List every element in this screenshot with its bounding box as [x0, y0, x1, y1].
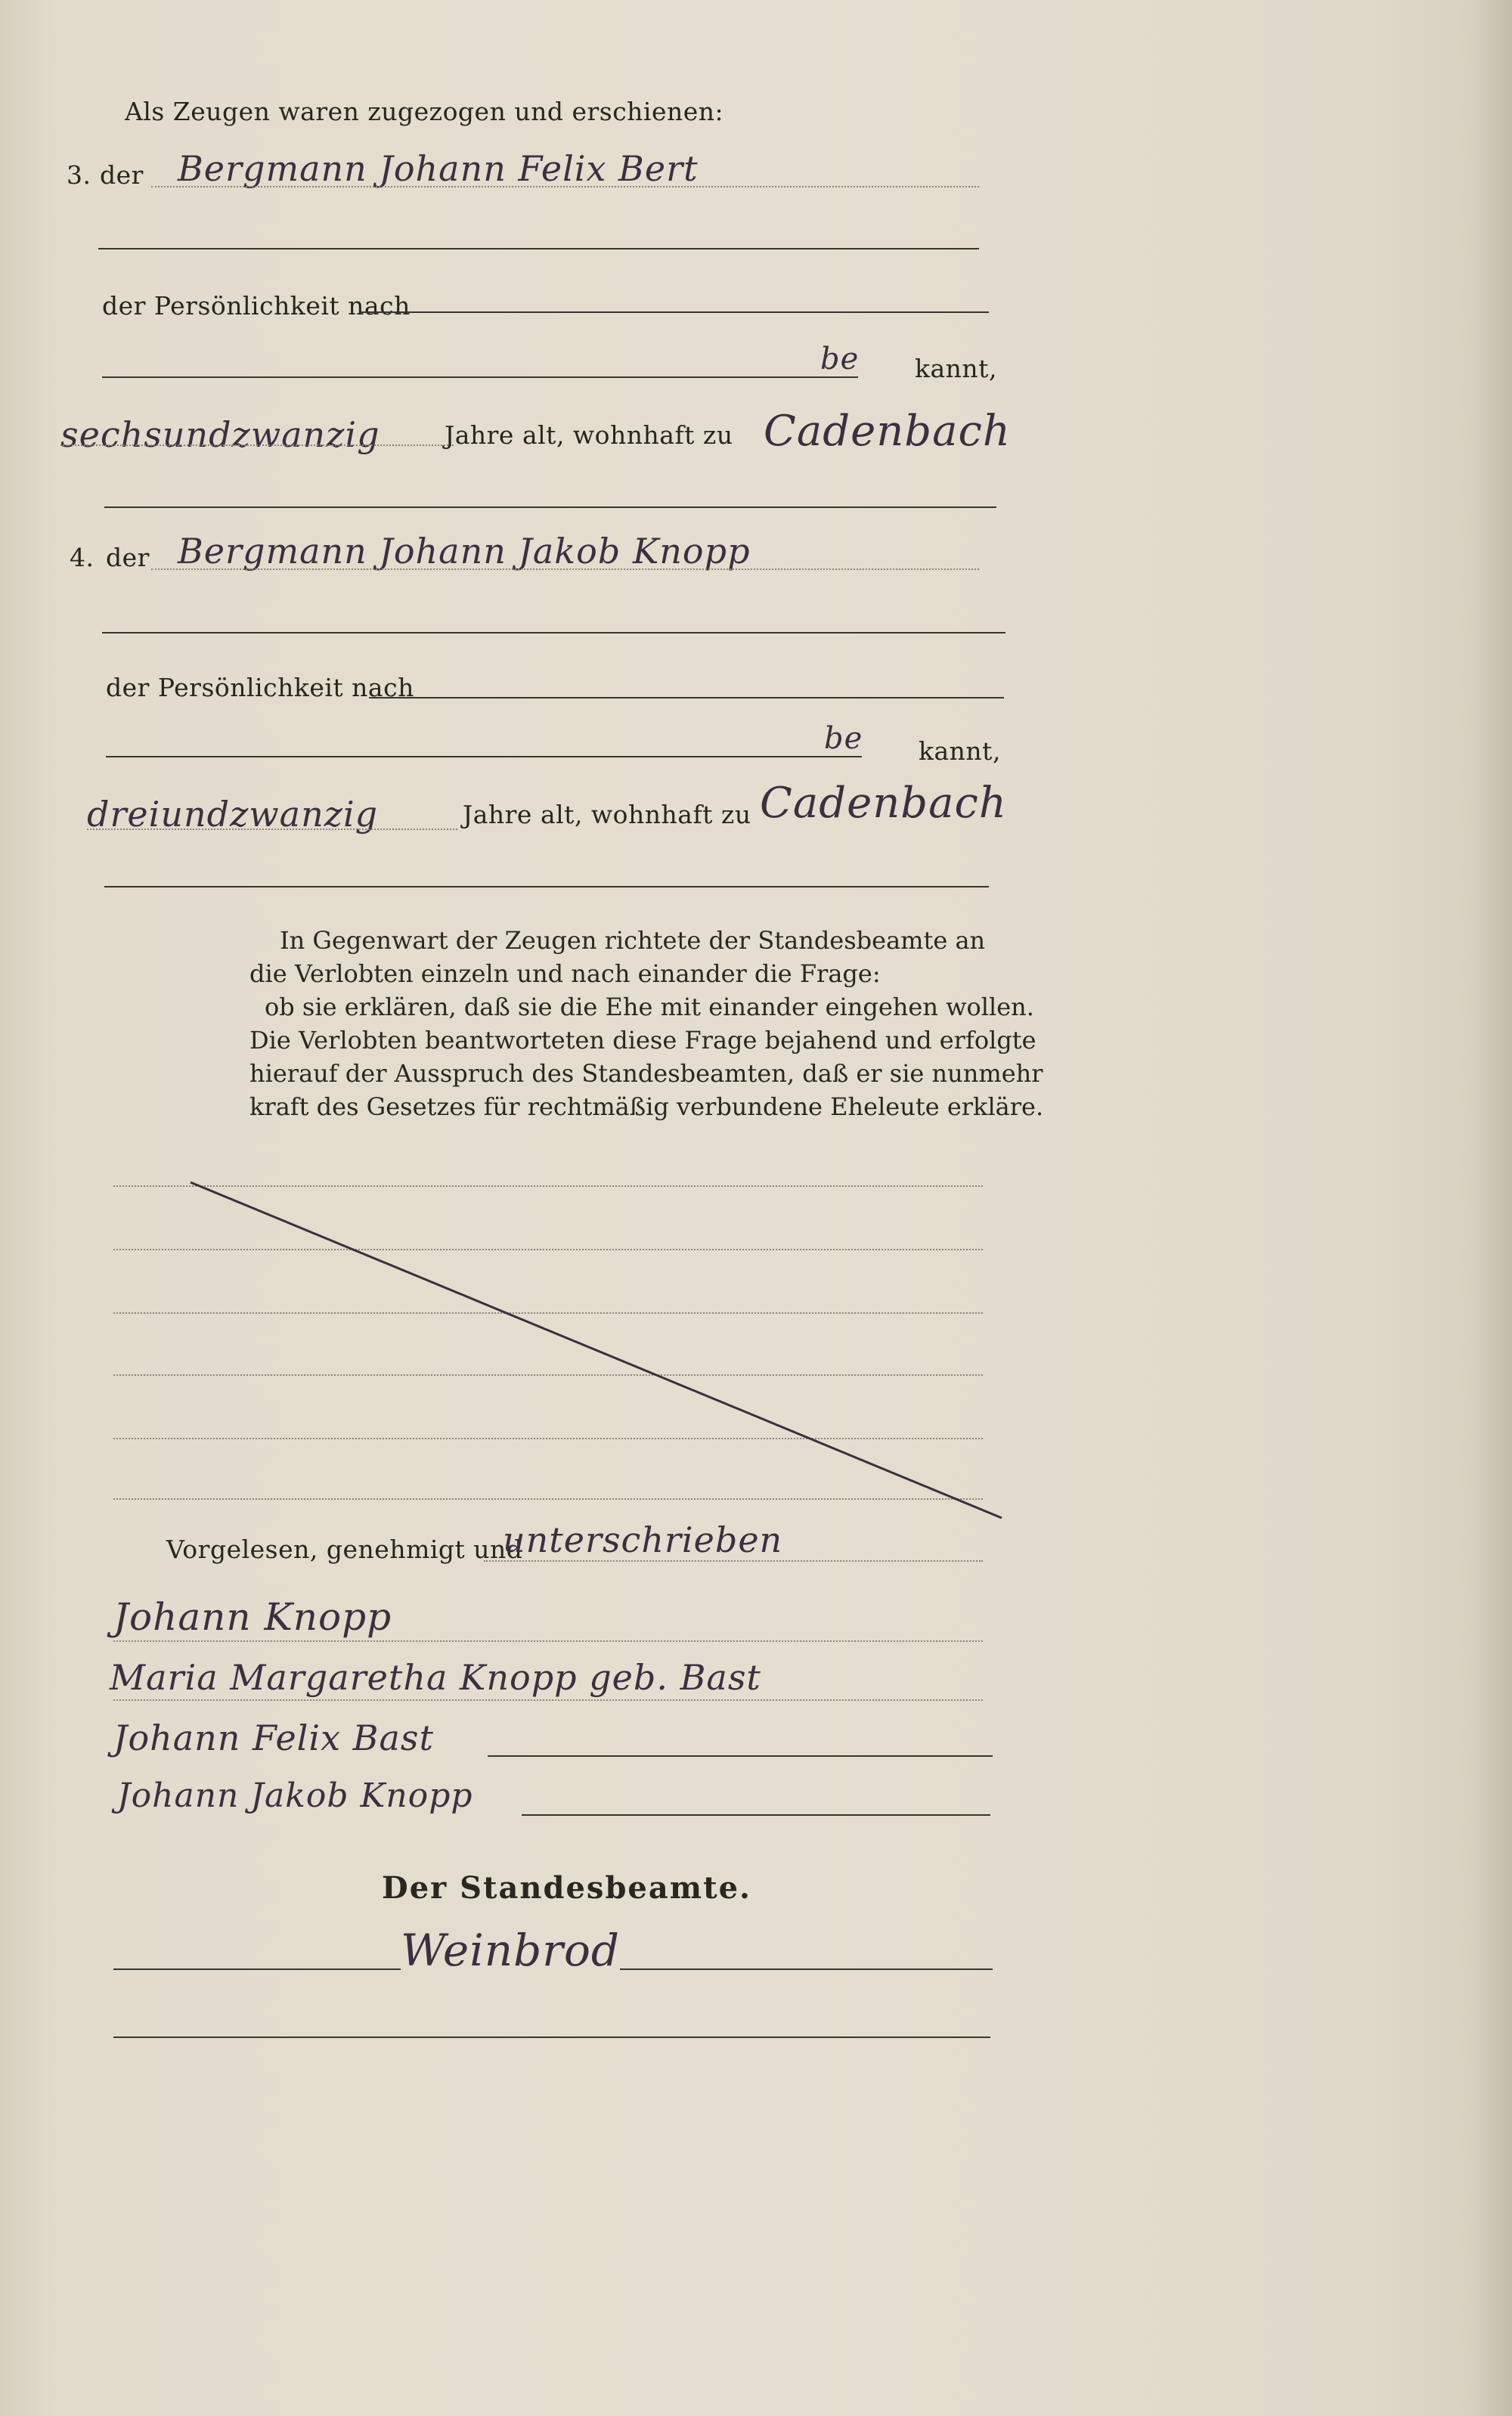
- witness4-number: 4.: [70, 543, 94, 572]
- declaration-line-1: In Gegenwart der Zeugen richtete der Standesbeamte an: [280, 926, 986, 955]
- witness4-age: dreiundzwanzig: [87, 794, 379, 835]
- closing-label: Vorgelesen, genehmigt und: [166, 1535, 523, 1564]
- signature-2-line: [113, 1699, 983, 1701]
- declaration-line-6: kraft des Gesetzes für rechtmäßig verbundene Eheleute erkläre.: [249, 1092, 1044, 1121]
- registrar-signature: Weinbrod: [401, 1925, 621, 1976]
- witness4-prefix: der: [106, 543, 150, 572]
- signature-4: Johann Jakob Knopp: [117, 1776, 473, 1815]
- witness4-residence: Cadenbach: [760, 779, 1007, 828]
- signature-1-line: [113, 1640, 983, 1642]
- registrar-line-bottom: [113, 2037, 990, 2038]
- witness3-name: Bergmann Johann Felix Bert: [178, 148, 699, 189]
- witness4-known-suffix: kannt,: [919, 736, 1001, 766]
- signature-2: Maria Margaretha Knopp geb. Bast: [110, 1657, 761, 1698]
- witness4-age-label: Jahre alt, wohnhaft zu: [463, 800, 751, 829]
- registrar-title: Der Standesbeamte.: [382, 1870, 751, 1906]
- witness3-prefix: der: [100, 160, 144, 190]
- signature-3: Johann Felix Bast: [113, 1718, 434, 1758]
- registrar-line-right: [620, 1968, 993, 1970]
- witness4-name: Bergmann Johann Jakob Knopp: [178, 531, 751, 571]
- witness3-age-label: Jahre alt, wohnhaft zu: [445, 420, 733, 450]
- declaration-line-5: hierauf der Ausspruch des Standesbeamten, daß er sie nunmehr: [249, 1059, 1043, 1088]
- closing-line: [484, 1560, 983, 1562]
- witness3-age: sechsundzwanzig: [60, 414, 380, 455]
- signature-4-line: [522, 1814, 990, 1816]
- declaration-line-3: ob sie erklären, daß sie die Ehe mit einander eingehen wollen.: [265, 993, 1034, 1021]
- declaration-line-2: die Verlobten einzeln und nach einander die Frage:: [249, 959, 881, 988]
- registrar-line-left: [113, 1968, 401, 1970]
- witness3-known-suffix: kannt,: [915, 354, 997, 383]
- witness3-number: 3.: [67, 160, 91, 190]
- witnesses-intro: Als Zeugen waren zugezogen und erschienen:: [125, 97, 724, 126]
- witness4-known-hand: be: [824, 721, 863, 756]
- witness3-residence: Cadenbach: [764, 407, 1011, 456]
- witness4-identity-label: der Persönlichkeit nach: [106, 673, 414, 702]
- witness3-identity-label: der Persönlichkeit nach: [102, 291, 411, 321]
- declaration-line-4: Die Verlobten beantworteten diese Frage bejahend und erfolgte: [249, 1026, 1036, 1055]
- signature-3-line: [488, 1755, 993, 1757]
- closing-hand: unterschrieben: [503, 1519, 783, 1560]
- witness3-known-hand: be: [820, 342, 860, 376]
- signature-1: Johann Knopp: [113, 1595, 392, 1639]
